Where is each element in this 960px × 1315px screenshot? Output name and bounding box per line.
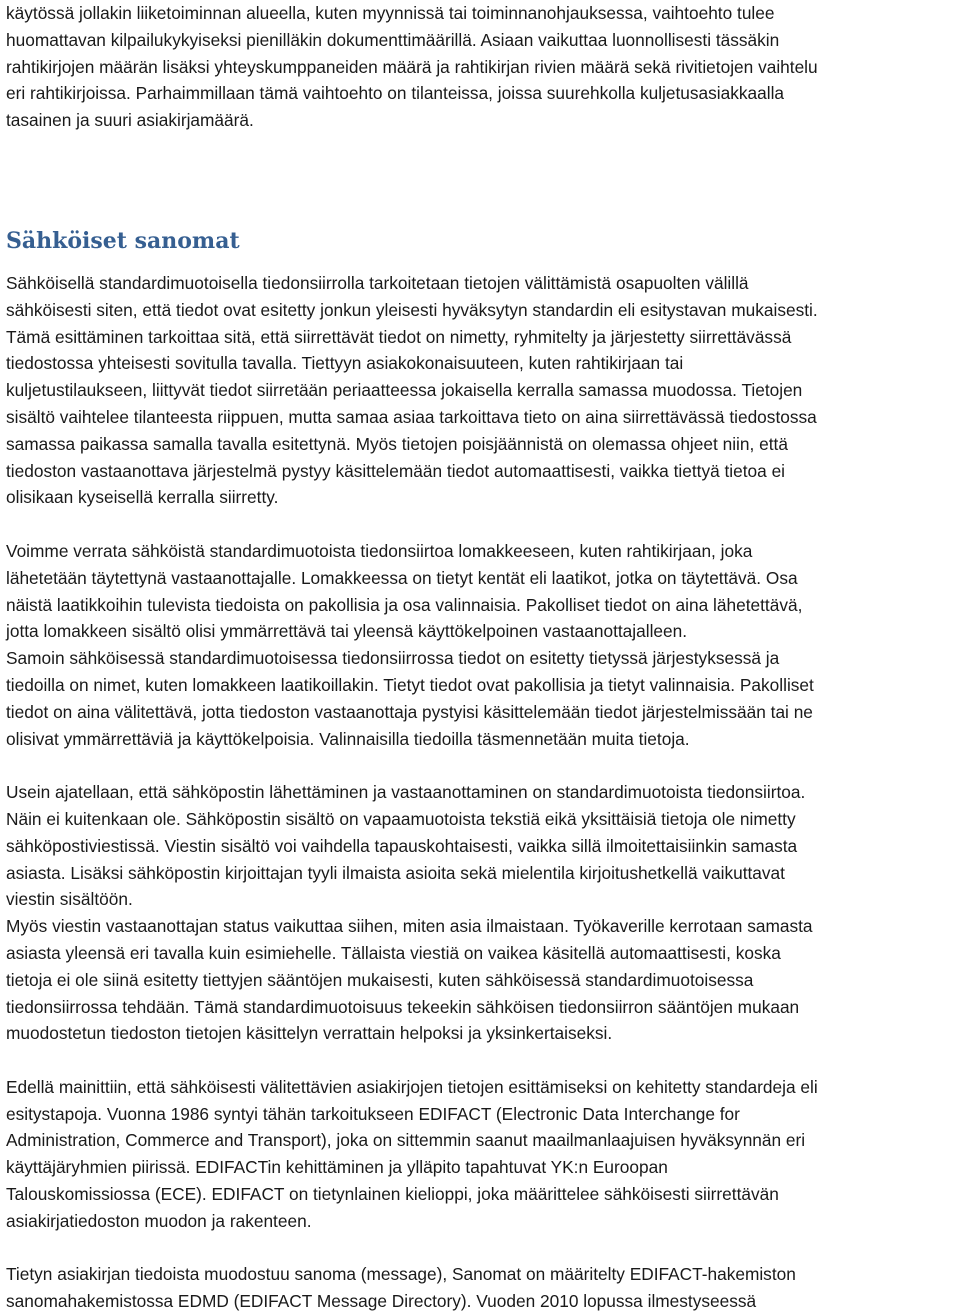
text-line: eri rahtikirjoissa. Parhaimmillaan tämä vaihtoehto on tilanteissa, joissa suurehkolla kuljetusasiakkaalla — [6, 83, 785, 104]
section-spacer — [6, 134, 960, 226]
text-line: Samoin sähköisessä standardimuotoisessa tiedonsiirrossa tiedot on esitetty tietyssä järjestyksessä ja — [6, 648, 780, 669]
text-line: tiedoilla on nimet, kuten lomakkeen laatikoillakin. Tietyt tiedot ovat pakollisia ja tietyt valinnaisia. Pakolliset — [6, 674, 814, 695]
text-line: tietoja ei ole siinä esitetty tiettyjen sääntöjen mukaisesti, kuten sähköisessä standardimuotoisessa — [6, 969, 754, 990]
text-line: olisikaan kyseisellä kerralla siirretty. — [6, 487, 279, 508]
paragraph-spacer — [6, 511, 960, 538]
text-line: Administration, Commerce and Transport), joka on sittemmin saanut maailmanlaajuisen hyväksynnän eri — [6, 1130, 806, 1151]
intro-paragraph — [6, 0, 960, 134]
text-line: huomattavan kilpailukykyiseksi pienilläkin dokumenttimäärillä. Asiaan vaikuttaa luonnollisesti tässäkin — [6, 29, 780, 50]
paragraph-4 — [6, 1074, 960, 1235]
text-line: Myös viestin vastaanottajan status vaikuttaa siihen, miten asia ilmaistaan. Työkaverille kerrotaan samasta — [6, 916, 813, 937]
text-line: tiedot on aina välitettävä, jotta tiedoston vastaanottaja pystyisi käsittelemään tiedot järjestelmissään tai ne — [6, 701, 813, 722]
text-line: asiakirjatiedoston muodon ja rakenteen. — [6, 1210, 312, 1231]
text-line: käytössä jollakin liiketoiminnan alueella, kuten myynnissä tai toiminnanohjauksessa, vaihtoehto tulee — [6, 3, 775, 23]
text-line: lähetetään täytettynä vastaanottajalle. Lomakkeessa on tietyt kentät eli laatikot, jotka on täytettävä. Osa — [6, 567, 798, 588]
document-page — [6, 0, 960, 1315]
text-line: jotta lomakkeen sisältö olisi ymmärrettävä tai yleensä käyttökelpoinen vastaanottajalleen. — [6, 621, 688, 642]
text-line: asiasta. Lisäksi sähköpostin kirjoittajan tyyli ilmaista asioita sekä mielentila kirjoitushetkellä vaikuttavat — [6, 862, 785, 883]
text-line: samassa paikassa samalla tavalla esitettynä. Myös tietojen poisjäännistä on olemassa ohjeet niin, että — [6, 433, 788, 454]
text-line: asiasta yleensä eri tavalla kuin esimiehelle. Tällaista viestiä on vaikea käsitellä automaattisesti, koska — [6, 942, 781, 963]
text-line: esitystapoja. Vuonna 1986 syntyi tähän tarkoitukseen EDIFACT (Electronic Data Interchange for — [6, 1103, 740, 1124]
text-line: Edellä mainittiin, että sähköisesti välitettävien asiakirjojen tietojen esittämiseksi on kehitetty standardeja eli — [6, 1076, 818, 1097]
text-line: tiedoston vastaanottava järjestelmä pystyy käsittelemään tiedot automaattisesti, vaikka tiettyä tietoa ei — [6, 460, 786, 481]
text-line: muodostetun tiedoston tietojen käsittelyn verrattain helpoksi ja yksinkertaiseksi. — [6, 1023, 613, 1044]
text-line: sisältö vaihtelee tilanteesta riippuen, mutta samaa asiaa tarkoittava tieto on aina siirrettävässä tiedostossa — [6, 406, 817, 427]
paragraph-spacer — [6, 752, 960, 779]
text-line: Tietyn asiakirjan tiedoista muodostuu sanoma (message), Sanomat on määritelty EDIFACT-hakemiston — [6, 1264, 796, 1285]
text-line: Näin ei kuitenkaan ole. Sähköpostin sisältö on vapaamuotoista tekstiä eikä yksittäisiä tietoja ole nimetty — [6, 808, 796, 829]
paragraph-2 — [6, 538, 960, 752]
text-line: tasainen ja suuri asiakirjamäärä. — [6, 110, 254, 131]
text-line: olisivat ymmärrettäviä ja käyttökelpoisia. Valinnaisilla tiedoilla täsmennetään muita tietoja. — [6, 728, 690, 749]
text-line: Usein ajatellaan, että sähköpostin lähettäminen ja vastaanottaminen on standardimuotoista tiedonsiirtoa. — [6, 782, 806, 803]
text-line: viestin sisältöön. — [6, 889, 133, 910]
paragraph-5 — [6, 1261, 960, 1315]
text-line: Tämä esittäminen tarkoittaa sitä, että siirrettävät tiedot on nimetty, ryhmitelty ja järjestetty siirrettävässä — [6, 326, 792, 347]
text-line: käyttäjäryhmien piirissä. EDIFACTin kehittäminen ja ylläpito tapahtuvat YK:n Euroopan — [6, 1157, 668, 1178]
text-line: näistä laatikkoihin tulevista tiedoista on pakollisia ja osa valinnaisia. Pakolliset tiedot on aina lähetettävä, — [6, 594, 803, 615]
paragraph-spacer — [6, 1047, 960, 1074]
text-line: Voimme verrata sähköistä standardimuotoista tiedonsiirtoa lomakkeeseen, kuten rahtikirjaan, joka — [6, 540, 753, 561]
text-line: tiedonsiirrossa tehdään. Tämä standardimuotoisuus tekeekin sähköisen tiedonsiirron sääntöjen mukaan — [6, 996, 800, 1017]
text-line: sähköisesti siten, että tiedot ovat esitetty jonkun yleisesti hyväksytyn standardin eli esitystavan mukaisesti. — [6, 299, 818, 320]
text-line: rahtikirjojen määrän lisäksi yhteyskumppaneiden määrä ja rahtikirjan rivien määrä sekä rivitietojen vaihtelu — [6, 56, 818, 77]
section-heading: Sähköiset sanomat — [6, 227, 240, 254]
paragraph-1 — [6, 270, 960, 511]
text-line: kuljetustilaukseen, liittyvät tiedot siirretään periaatteessa jokaisella kerralla samassa muodossa. Tietojen — [6, 380, 803, 401]
text-line: sähköpostiviestissä. Viestin sisältö voi vaihdella tapauskohtaisesti, vaikka sillä ilmoitettaisiinkin samasta — [6, 835, 798, 856]
paragraph-3 — [6, 779, 960, 1047]
paragraph-spacer — [6, 1235, 960, 1262]
text-line: tiedostossa yhteisesti sovitulla tavalla. Tiettyyn asiakokonaisuuteen, kuten rahtikirjaan tai — [6, 353, 684, 374]
text-line: Talouskomissiossa (ECE). EDIFACT on tietynlainen kielioppi, joka määrittelee sähköisesti siirrettävän — [6, 1184, 779, 1205]
text-line: sanomahakemistossa EDMD (EDIFACT Message Directory). Vuoden 2010 lopussa ilmestyseessä — [6, 1291, 757, 1312]
text-line: Sähköisellä standardimuotoisella tiedonsiirrolla tarkoitetaan tietojen välittämistä osapuolten välillä — [6, 272, 749, 293]
